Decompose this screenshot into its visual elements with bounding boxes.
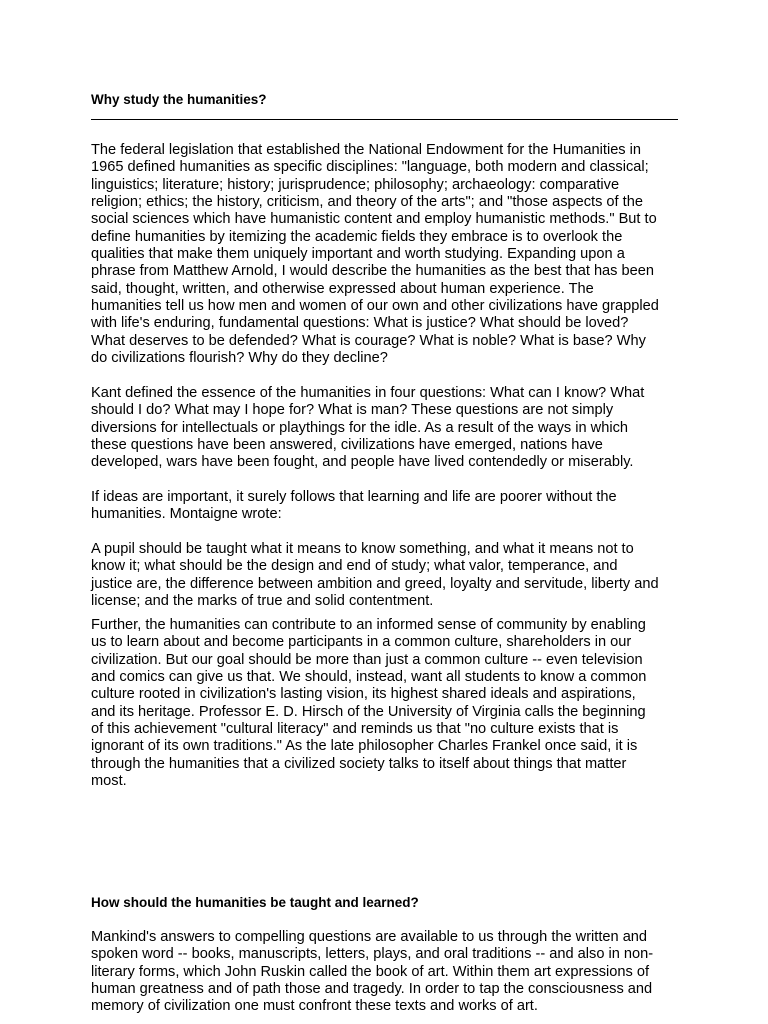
text-line: with life's enduring, fundamental questions: What is justice? What should be loved? (91, 315, 629, 332)
text-line: us to learn about and become participants in a common culture, shareholders in our (91, 634, 632, 651)
text-line: humanities tell us how men and women of our own and other civilizations have grappled (91, 298, 659, 315)
text-line: license; and the marks of true and solid contentment. (91, 593, 434, 610)
text-line: define humanities by itemizing the academic fields they embrace is to overlook the (91, 228, 623, 245)
text-line: Mankind's answers to compelling questions are available to us through the written and (91, 929, 648, 945)
text-line: these questions have been answered, civilizations have emerged, nations have (91, 437, 603, 454)
text-line: and its heritage. Professor E. D. Hirsch of the University of Virginia calls the beginning (91, 703, 646, 720)
text-line: memory of civilization one must confront these texts and works of art. (91, 998, 538, 1015)
text-line: qualities that make them uniquely important and worth studying. Expanding upon a (91, 246, 625, 263)
text-line: literary forms, which John Ruskin called the book of art. Within them art expressions of (91, 963, 650, 980)
text-line: should I do? What may I hope for? What is man? These questions are not simply (91, 402, 614, 419)
text-line: Kant defined the essence of the humanities in four questions: What can I know? What (91, 385, 645, 401)
text-line: religion; ethics; the history, criticism, and theory of the arts"; and "those aspects of the (91, 194, 643, 211)
text-line: of this achievement "cultural literacy" and reminds us that "no culture exists that is (91, 721, 619, 738)
text-line: The federal legislation that established the National Endowment for the Humanities in (91, 142, 642, 158)
text-line: do civilizations flourish? Why do they decline? (91, 350, 388, 367)
text-line: justice are, the difference between ambition and greed, loyalty and servitude, liberty and (91, 575, 659, 592)
text-line: spoken word -- books, manuscripts, letters, plays, and oral traditions -- and also in non- (91, 946, 654, 963)
section-heading-why-study: Why study the humanities? (91, 92, 267, 107)
paragraph-montaigne-quote (91, 541, 681, 610)
heading-divider (91, 119, 678, 120)
text-line: humanities. Montaigne wrote: (91, 506, 282, 523)
text-line: Further, the humanities can contribute to an informed sense of community by enabling (91, 617, 646, 633)
text-line: linguistics; literature; history; jurisprudence; philosophy; archaeology: comparative (91, 176, 620, 193)
paragraph-common-culture (91, 617, 681, 790)
text-line: phrase from Matthew Arnold, I would describe the humanities as the best that has been (91, 263, 654, 280)
paragraph-ideas-important (91, 489, 681, 524)
paragraph-mankinds-answers (91, 929, 681, 1016)
text-line: and comics can give us that. We should, instead, want all students to know a common (91, 669, 647, 686)
section-heading-how-taught: How should the humanities be taught and learned? (91, 895, 419, 910)
text-line: social sciences which have humanistic content and employ humanistic methods." But to (91, 211, 657, 228)
text-line: know it; what should be the design and end of study; what valor, temperance, and (91, 558, 618, 575)
text-line: What deserves to be defended? What is courage? What is noble? What is base? Why (91, 332, 646, 349)
text-line: diversions for intellectuals or playthings for the idle. As a result of the ways in which (91, 419, 628, 436)
text-line: culture rooted in civilization's lasting vision, its highest shared ideals and aspirations, (91, 686, 636, 703)
text-line: human greatness and of path those and tragedy. In order to tap the consciousness and (91, 981, 653, 998)
text-line: If ideas are important, it surely follows that learning and life are poorer without the (91, 489, 617, 505)
text-line: A pupil should be taught what it means to know something, and what it means not to (91, 541, 634, 557)
text-line: most. (91, 773, 127, 790)
paragraph-neh-definition (91, 142, 681, 367)
text-line: said, thought, written, and otherwise expressed about human experience. The (91, 280, 594, 297)
text-line: civilization. But our goal should be more than just a common culture -- even television (91, 651, 643, 668)
paragraph-kant-questions (91, 385, 681, 472)
text-line: developed, wars have been fought, and people have lived contendedly or miserably. (91, 454, 634, 471)
text-line: ignorant of its own traditions." As the late philosopher Charles Frankel once said, it is (91, 738, 638, 755)
text-line: 1965 defined humanities as specific disciplines: "language, both modern and classical; (91, 159, 649, 176)
text-line: through the humanities that a civilized society talks to itself about things that matter (91, 755, 627, 772)
